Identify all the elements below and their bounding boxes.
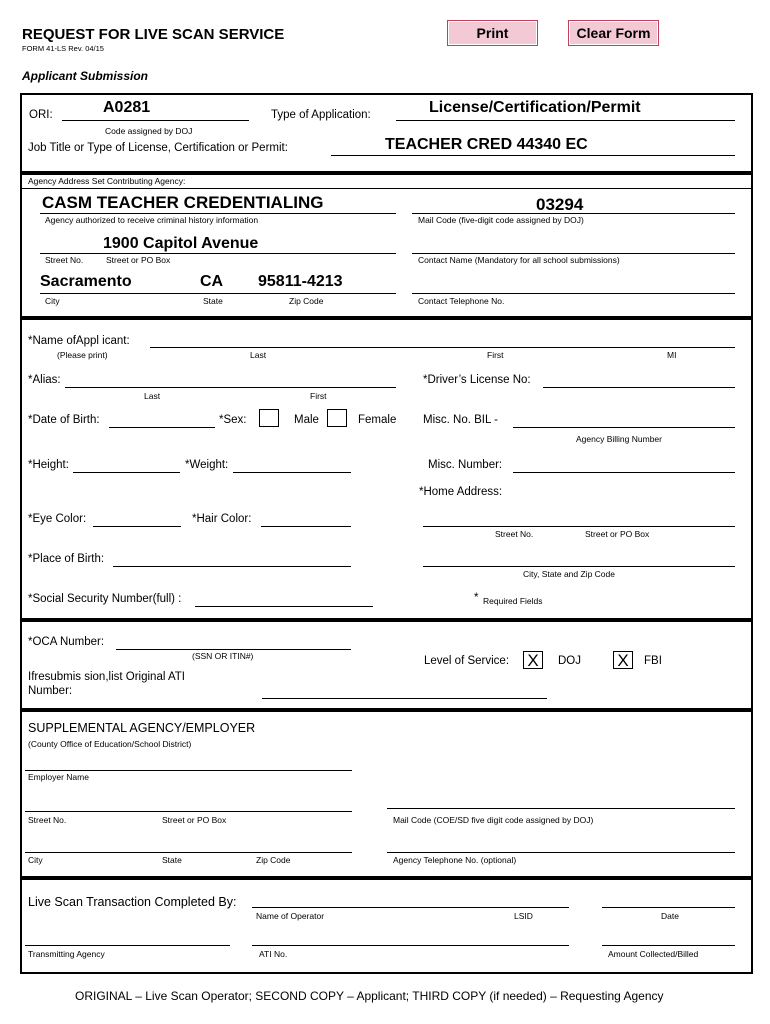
supplemental-agency-heading: SUPPLEMENTAL AGENCY/EMPLOYER	[28, 721, 256, 735]
city-value[interactable]: Sacramento	[40, 273, 132, 290]
clear-form-button[interactable]: Clear Form	[568, 20, 659, 46]
type-of-application-value[interactable]: License/Certification/Permit	[429, 99, 641, 116]
employer-street-field[interactable]	[25, 811, 352, 812]
date-of-birth-label: *Date of Birth:	[28, 414, 100, 426]
street-line	[40, 253, 396, 254]
required-star: *	[474, 592, 479, 604]
zip-caption: Zip Code	[289, 296, 324, 306]
female-checkbox[interactable]	[327, 409, 347, 427]
form-number: FORM 41-LS Rev. 04/15	[22, 44, 104, 53]
home-street-caption: Street or PO Box	[585, 529, 650, 539]
ati-number-caption: ATI No.	[259, 949, 288, 959]
mail-code-caption: Mail Code (five-digit code assigned by DOJ)	[418, 215, 584, 225]
employer-street-caption: Street or PO Box	[162, 815, 227, 825]
agency-header-divider	[20, 188, 753, 189]
street-caption: Street or PO Box	[106, 255, 171, 265]
completed-by-label: Live Scan Transaction Completed By:	[28, 895, 237, 909]
sex-label: *Sex:	[219, 414, 247, 426]
applicant-name-field[interactable]	[150, 347, 735, 348]
male-checkbox[interactable]	[259, 409, 279, 427]
type-of-application-line	[396, 120, 735, 121]
employer-city-field[interactable]	[25, 852, 352, 853]
mi-caption: MI	[667, 350, 677, 360]
applicant-name-label: *Name ofAppl icant:	[28, 335, 130, 347]
misc-number-label: Misc. Number:	[428, 459, 503, 471]
date-of-birth-field[interactable]	[109, 427, 215, 428]
transmitting-agency-field[interactable]	[25, 945, 230, 946]
drivers-license-label: *Driver’s License No:	[423, 374, 531, 386]
zip-value[interactable]: 95811-4213	[258, 273, 343, 290]
resubmission-label-line2: Number:	[28, 685, 73, 697]
employer-name-caption: Employer Name	[28, 772, 89, 782]
drivers-license-field[interactable]	[543, 387, 735, 388]
place-of-birth-label: *Place of Birth:	[28, 553, 105, 565]
home-address-label: *Home Address:	[419, 486, 503, 498]
employer-mail-code-field[interactable]	[387, 808, 735, 809]
employer-state-caption: State	[162, 855, 182, 865]
misc-number-field[interactable]	[513, 472, 735, 473]
weight-field[interactable]	[233, 472, 351, 473]
lsid-caption: LSID	[514, 911, 533, 921]
level-of-service-label: Level of Service:	[424, 655, 510, 667]
city-state-zip-caption: City, State and Zip Code	[523, 569, 615, 579]
city-caption: City	[45, 296, 60, 306]
contact-phone-line[interactable]	[412, 293, 735, 294]
agency-address-header: Agency Address Set Contributing Agency:	[28, 176, 186, 186]
required-fields-note: Required Fields	[483, 596, 543, 606]
fbi-checkbox[interactable]: X	[613, 651, 633, 669]
eye-color-label: *Eye Color:	[28, 513, 87, 525]
resubmission-label-line1: Ifresubmis sion,list Original ATI	[28, 671, 186, 683]
street-no-caption: Street No.	[45, 255, 84, 265]
date-field[interactable]	[602, 907, 735, 908]
alias-label: *Alias:	[28, 374, 61, 386]
operator-caption: Name of Operator	[256, 911, 325, 921]
ori-label: ORI:	[29, 109, 53, 121]
employer-street-no-caption: Street No.	[28, 815, 67, 825]
ori-line	[62, 120, 249, 121]
employer-phone-caption: Agency Telephone No. (optional)	[393, 855, 517, 865]
oca-number-label: *OCA Number:	[28, 636, 105, 648]
employer-mail-code-caption: Mail Code (COE/SD five digit code assigned by DOJ)	[393, 815, 594, 825]
ssn-field[interactable]	[195, 606, 373, 607]
form-title: REQUEST FOR LIVE SCAN SERVICE	[22, 26, 285, 43]
first-name-caption: First	[487, 350, 504, 360]
eye-color-field[interactable]	[93, 526, 181, 527]
street-value[interactable]: 1900 Capitol Avenue	[103, 235, 259, 252]
job-title-line	[331, 155, 735, 156]
doj-checkbox[interactable]: X	[523, 651, 543, 669]
ssn-label: *Social Security Number(full) :	[28, 593, 182, 605]
ssn-itin-caption: (SSN OR ITIN#)	[192, 651, 254, 661]
state-caption: State	[203, 296, 223, 306]
ori-caption: Code assigned by DOJ	[105, 126, 193, 136]
employer-phone-field[interactable]	[387, 852, 735, 853]
height-label: *Height:	[28, 459, 69, 471]
date-caption: Date	[661, 911, 679, 921]
hair-color-field[interactable]	[261, 526, 351, 527]
copy-distribution-footer: ORIGINAL – Live Scan Operator; SECOND COPY – Applicant; THIRD COPY (if needed) – Requesting Agency	[75, 989, 664, 1003]
female-label: Female	[358, 414, 397, 426]
supplemental-agency-subheading: (County Office of Education/School District)	[28, 739, 192, 749]
fbi-label: FBI	[644, 655, 662, 667]
agency-name-caption: Agency authorized to receive criminal history information	[45, 215, 259, 225]
male-label: Male	[294, 414, 319, 426]
billing-number-caption: Agency Billing Number	[576, 434, 662, 444]
type-of-application-label: Type of Application:	[271, 109, 371, 121]
alias-first-caption: First	[310, 391, 327, 401]
agency-name-line	[40, 213, 396, 214]
misc-bil-field[interactable]	[513, 427, 735, 428]
job-title-value[interactable]: TEACHER CRED 44340 EC	[385, 136, 588, 153]
last-name-caption: Last	[250, 350, 267, 360]
print-button[interactable]: Print	[447, 20, 538, 46]
doj-label: DOJ	[558, 655, 581, 667]
original-ati-field[interactable]	[262, 698, 547, 699]
home-street-field[interactable]	[423, 526, 735, 527]
alias-field[interactable]	[65, 387, 396, 388]
state-value[interactable]: CA	[200, 273, 224, 290]
home-street-no-caption: Street No.	[495, 529, 534, 539]
height-field[interactable]	[73, 472, 180, 473]
home-city-field[interactable]	[423, 566, 735, 567]
ori-value[interactable]: A0281	[103, 99, 151, 116]
weight-label: *Weight:	[185, 459, 229, 471]
applicant-submission-heading: Applicant Submission	[22, 69, 149, 83]
applicant-info-section	[20, 318, 753, 620]
mail-code-line	[412, 213, 735, 214]
transmitting-agency-caption: Transmitting Agency	[28, 949, 105, 959]
ati-number-field[interactable]	[252, 945, 569, 946]
city-line	[40, 293, 396, 294]
transaction-completed-section	[20, 878, 753, 974]
amount-field[interactable]	[602, 945, 735, 946]
mail-code-value[interactable]: 03294	[536, 195, 584, 214]
job-title-label: Job Title or Type of License, Certification or Permit:	[28, 142, 288, 154]
contact-name-caption: Contact Name (Mandatory for all school submissions)	[418, 255, 620, 265]
place-of-birth-field[interactable]	[113, 566, 351, 567]
employer-city-caption: City	[28, 855, 43, 865]
employer-zip-caption: Zip Code	[256, 855, 291, 865]
contact-phone-caption: Contact Telephone No.	[418, 296, 505, 306]
misc-bil-label: Misc. No. BIL -	[423, 414, 498, 426]
agency-name-value[interactable]: CASM TEACHER CREDENTIALING	[42, 193, 324, 212]
amount-caption: Amount Collected/Billed	[608, 949, 699, 959]
hair-color-label: *Hair Color:	[192, 513, 252, 525]
operator-field[interactable]	[252, 907, 569, 908]
oca-number-field[interactable]	[116, 649, 351, 650]
please-print-caption: (Please print)	[57, 350, 108, 360]
employer-name-field[interactable]	[25, 770, 352, 771]
alias-last-caption: Last	[144, 391, 161, 401]
contact-name-line[interactable]	[412, 253, 735, 254]
